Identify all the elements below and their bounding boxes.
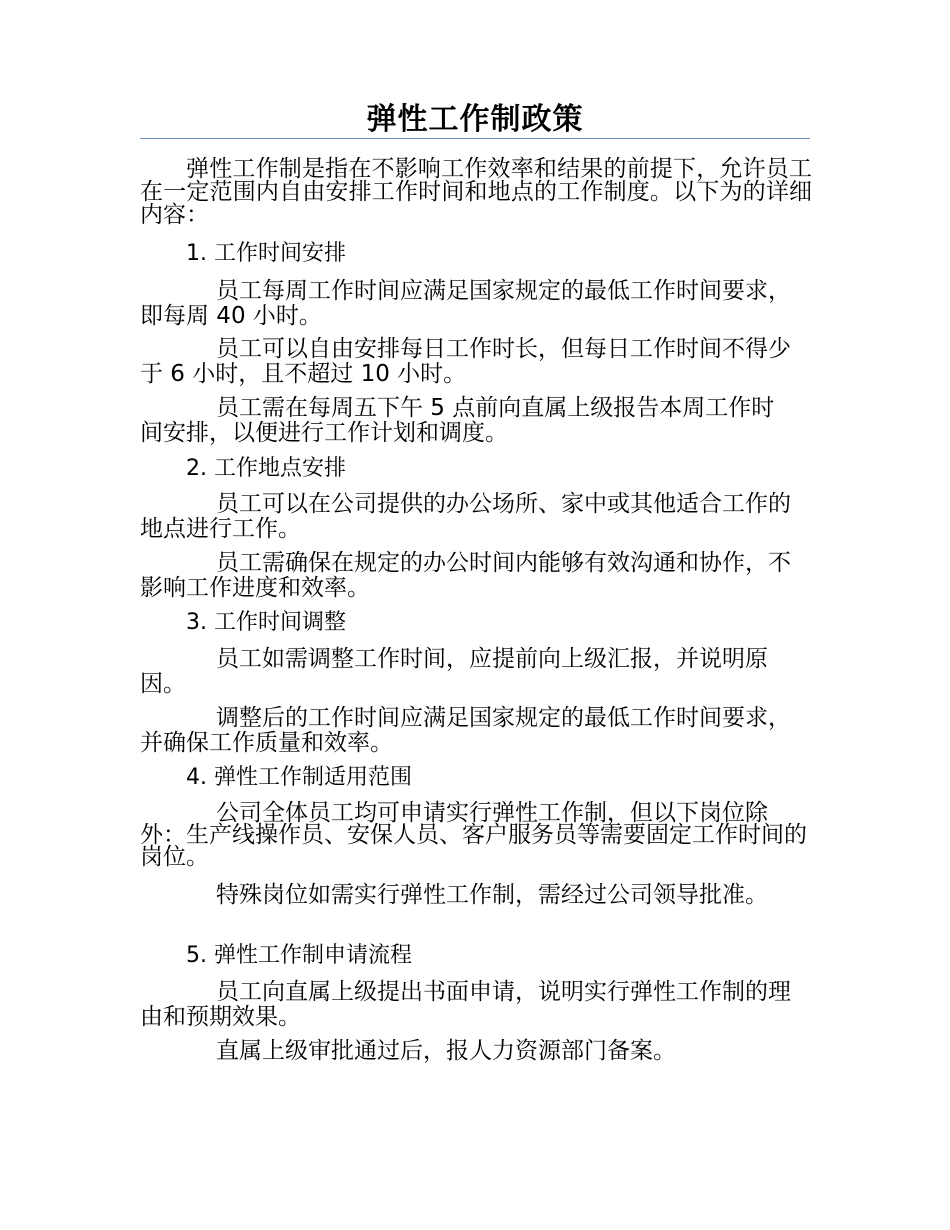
section-heading-4: 4. 弹性工作制适用范围: [186, 765, 412, 790]
section-heading-5: 5. 弹性工作制申请流程: [186, 943, 412, 968]
title-underline: [140, 138, 810, 139]
section-4-paragraph-2: 特殊岗位如需实行弹性工作制，需经过公司领导批准。: [216, 882, 768, 908]
intro-paragraph: 弹性工作制是指在不影响工作效率和结果的前提下，允许员工在一定范围内自由安排工作时间和地点的工作制度。以下为的详细内容：: [140, 156, 812, 228]
section-3-paragraph-1: 员工如需调整工作时间，应提前向上级汇报，并说明原因。: [140, 646, 768, 697]
section-2-paragraph-1: 员工可以在公司提供的办公场所、家中或其他适合工作的地点进行工作。: [140, 491, 791, 542]
section-1-paragraph-1: 员工每周工作时间应满足国家规定的最低工作时间要求，即每周 40 小时。: [140, 278, 791, 329]
section-5-paragraph-2: 直属上级审批通过后，报人力资源部门备案。: [216, 1038, 676, 1064]
section-2-paragraph-2: 员工需确保在规定的办公时间内能够有效沟通和协作，不影响工作进度和效率。: [140, 550, 791, 601]
document-title: 弹性工作制政策: [366, 102, 584, 137]
section-4-paragraph-1: 公司全体员工均可申请实行弹性工作制，但以下岗位除外：生产线操作员、安保人员、客户服务员等需要固定工作时间的岗位。: [140, 800, 807, 870]
section-5-paragraph-1: 员工向直属上级提出书面申请，说明实行弹性工作制的理由和预期效果。: [140, 979, 791, 1030]
section-1-paragraph-2: 员工可以自由安排每日工作时长，但每日工作时间不得少于 6 小时，且不超过 10 小时。: [140, 336, 791, 387]
section-heading-2: 2. 工作地点安排: [186, 456, 346, 481]
section-1-paragraph-3: 员工需在每周五下午 5 点前向直属上级报告本周工作时间安排，以便进行工作计划和调度。: [140, 395, 775, 446]
section-heading-1: 1. 工作时间安排: [186, 241, 346, 266]
section-3-paragraph-2: 调整后的工作时间应满足国家规定的最低工作时间要求，并确保工作质量和效率。: [140, 705, 791, 756]
section-heading-3: 3. 工作时间调整: [186, 610, 346, 635]
